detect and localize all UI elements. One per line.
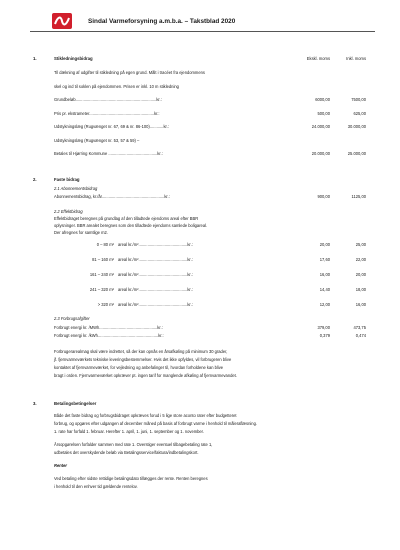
- price-excl-vat: 24.000,00: [311, 124, 330, 129]
- section-number: 1.: [33, 56, 37, 61]
- area-range: 241 – 320 m²: [89, 287, 114, 292]
- price-incl-vat: 30.000,00: [347, 124, 366, 129]
- area-label: areal kr./m²...........................................kr.:: [118, 242, 193, 247]
- price-incl-vat: 18,00: [355, 287, 366, 292]
- section-text: i henhold til den enhver tid gældende rentelov.: [54, 484, 138, 489]
- section-number: 3.: [33, 401, 37, 406]
- section-title: Faste bidrag: [54, 177, 80, 182]
- column-header-incl-vat: Inkl. moms: [346, 56, 366, 61]
- price-incl-vat: 16,00: [355, 302, 366, 307]
- price-row-label: Pris pr. ekstrameter.........................................................kr.:: [54, 111, 160, 116]
- section-text: jf. fjernvarmeværkets tekniske leveringsbestemmelser. Hvis det ikke opfyldes, vil forbrugeren blive: [54, 357, 232, 362]
- area-range: 161 – 240 m²: [89, 272, 114, 277]
- area-label: areal kr./m²...........................................kr.:: [118, 302, 193, 307]
- price-row-label: Udstykningslæg (Rugvænget nr. 67, 69 & nr. 86-100)............kr.:: [54, 124, 169, 129]
- price-excl-vat: 14,40: [319, 287, 330, 292]
- area-range: 0 – 80 m²: [96, 242, 114, 247]
- price-row-label: Abonnementsbidrag, kr./år.......................................................kr.:: [54, 194, 170, 199]
- area-range: > 320 m²: [97, 302, 114, 307]
- price-incl-vat: 625,00: [353, 111, 366, 116]
- price-incl-vat: 7500,00: [351, 97, 366, 102]
- subsection-title: 2.1 Abonnementsbidrag: [54, 186, 98, 191]
- company-logo-icon: [52, 13, 72, 29]
- section-text: forbrug, og opgøres efter udgangen af december måned på basis af forbrugt varme i henhold til måleraflæsning.: [54, 421, 257, 426]
- price-incl-vat: 20,00: [355, 272, 366, 277]
- price-excl-vat: 20.000,00: [311, 151, 330, 156]
- column-header-excl-vat: Ekskl. moms: [306, 56, 330, 61]
- section-text: kontaktet af fjernvarmeværket, for vejledning og anbefalinger til, hvordan forholdene kan blive: [54, 365, 224, 370]
- page-title: Sindal Varmeforsyning a.m.b.a. – Takstblad 2020: [88, 18, 236, 25]
- section-text: oplysninger. BBR arealet beregnes som den tilladtede ejendoms samlede boligareal.: [54, 223, 208, 228]
- section-text: 1. rate har forfald 1. februar. Herefter 1. april, 1. juni, 1. september og 1. november.: [54, 429, 204, 434]
- subsection-title: 2.3 Forbrugsafgifter: [54, 316, 90, 321]
- price-incl-vat: 473,75: [353, 325, 366, 330]
- section-text: Forbrugerarealmag skal være indrettet, så der kan opnås en årsafkøling på minimum 30 grader,: [54, 349, 228, 354]
- area-label: areal kr./m²...........................................kr.:: [118, 257, 193, 262]
- price-excl-vat: 500,00: [317, 111, 330, 116]
- price-excl-vat: 900,00: [317, 194, 330, 199]
- price-incl-vat: 1125,00: [351, 194, 366, 199]
- section-title: Betalingsbetingelser: [54, 401, 97, 406]
- price-excl-vat: 379,00: [317, 325, 330, 330]
- price-incl-vat: 25.000,00: [347, 151, 366, 156]
- price-row-label: Forbrugt energi kr. /MWh...................................................kr.:: [54, 325, 163, 330]
- area-label: areal kr./m²...........................................kr.:: [118, 287, 193, 292]
- price-row-label: Betales til Hjørring Kommune ...........................................kr.:: [54, 151, 163, 156]
- section-title: Stikledningsbidrag: [54, 56, 93, 61]
- section-text: bragt i orden. Fjernvarmeværket opkræver pt. ingen tarif for manglende afkøling af fjernvarmevandet.: [54, 373, 237, 378]
- section-text: Ved betaling efter sidste rettidige betalingsdato tillægges der rente. Renten beregnes: [54, 476, 208, 481]
- section-text: Til dækning af udgifter til stikledning på egen grund. Målt i tracéet fra ejendommens: [54, 70, 205, 75]
- price-excl-vat: 12,00: [319, 302, 330, 307]
- section-text: Der afregnes for samtlige m2.: [54, 230, 108, 235]
- section-text: skel og ind til soklen på ejendommen. Prisen er inkl. 10 m stikledning: [54, 84, 179, 89]
- subsection-title: Renter: [54, 463, 67, 468]
- area-label: areal kr./m²...........................................kr.:: [118, 272, 193, 277]
- price-row-label: Udstykningslæg (Rugvænget nr. 53, 57 & 59) –: [54, 138, 140, 143]
- price-excl-vat: 0,379: [319, 333, 330, 338]
- price-excl-vat: 6000,00: [315, 97, 330, 102]
- subsection-title: 2.2 Effektbidrag: [54, 209, 83, 214]
- header-divider: [30, 31, 375, 32]
- area-range: 81 – 160 m²: [92, 257, 114, 262]
- price-row-label: Grundbeløb.......................................................................kr.:: [54, 97, 162, 102]
- price-excl-vat: 16,00: [319, 272, 330, 277]
- price-row-label: Forbrugt energi kr. /kWh.....................................................kr.:: [54, 333, 164, 338]
- section-text: Årsopgørelsen forfalder sammen med rate 1. Overstiger eventuel tilbagebetaling rate 1,: [54, 442, 213, 447]
- price-excl-vat: 17,60: [319, 257, 330, 262]
- section-text: Effektbidraget beregnes på grundlag af den tilladtede ejendoms areal efter BBR: [54, 216, 199, 221]
- price-incl-vat: 25,00: [355, 242, 366, 247]
- price-incl-vat: 0,474: [355, 333, 366, 338]
- price-incl-vat: 22,00: [355, 257, 366, 262]
- price-excl-vat: 20,00: [319, 242, 330, 247]
- section-text: Både det faste bidrag og forbrugsbidraget opkræves forud i 5 lige store aconto rater efter budgetteret: [54, 413, 237, 418]
- section-number: 2.: [33, 177, 37, 182]
- section-text: udbetales det overskydende beløb via Betalingsservice/faktura/indbetalingskort.: [54, 450, 199, 455]
